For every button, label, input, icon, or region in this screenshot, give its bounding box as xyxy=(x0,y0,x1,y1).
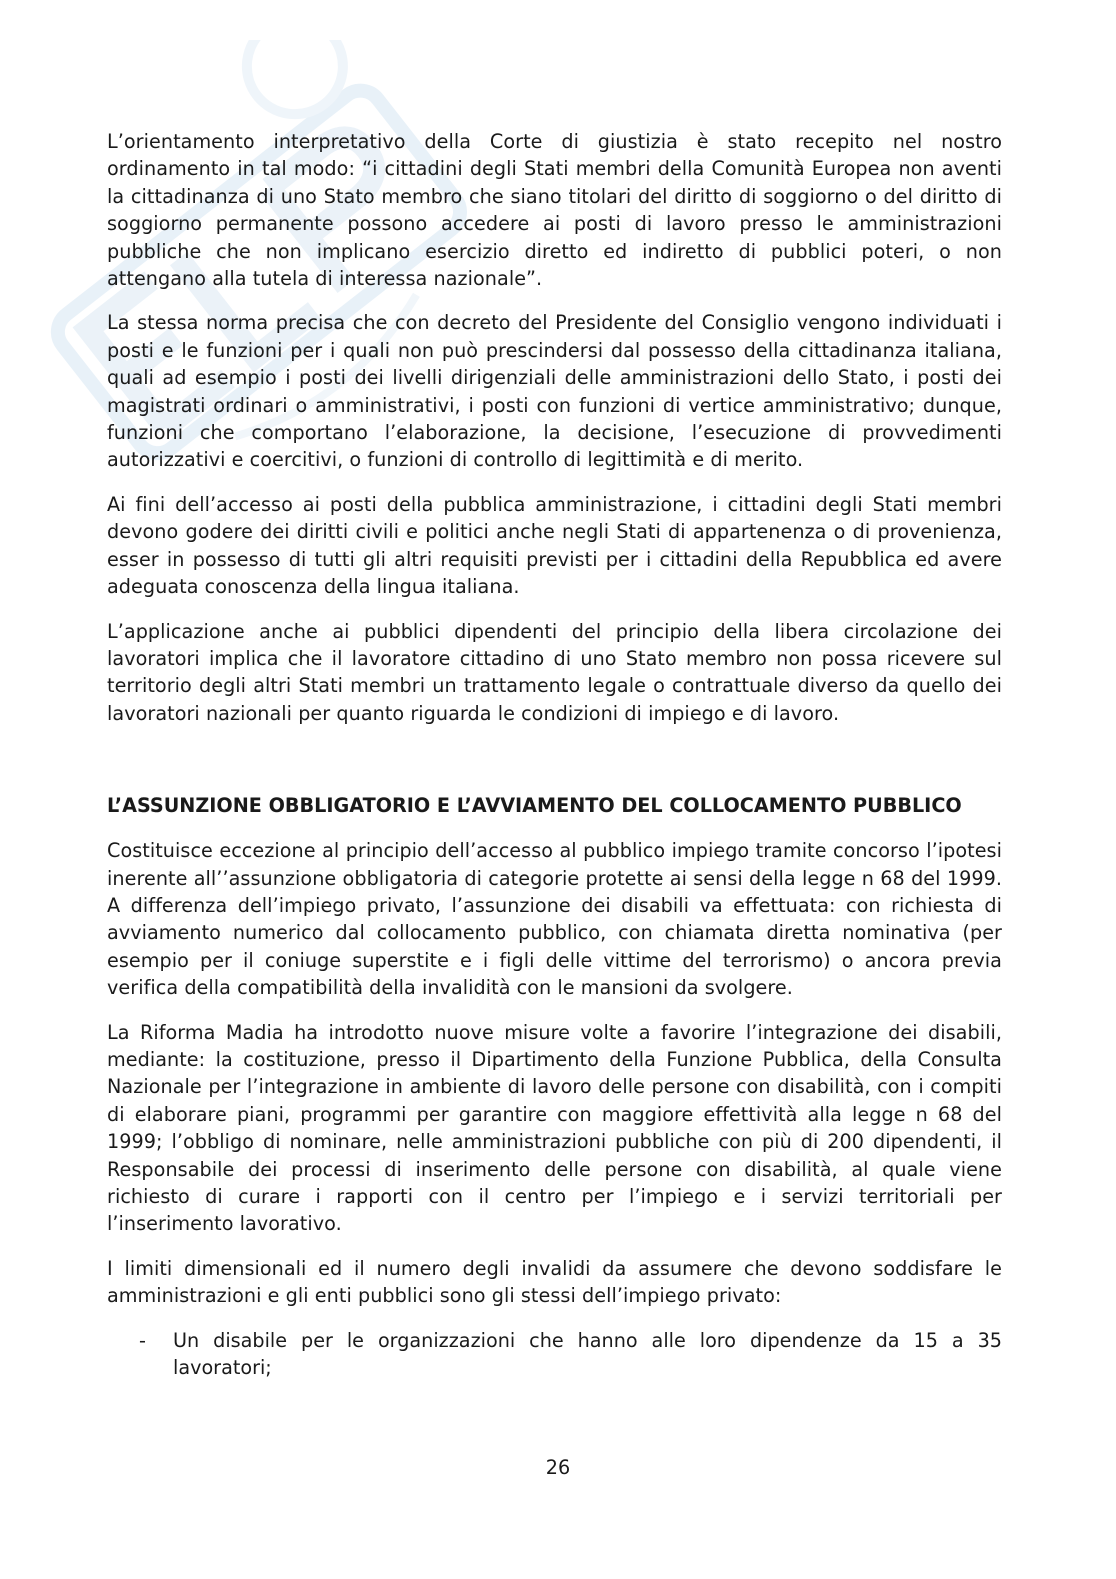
list-dash-marker: - xyxy=(139,1328,146,1352)
paragraph-free-movement: L’applicazione anche ai pubblici dipendenti del principio della libera circolazione dei lavoratori implica che il lavoratore cittadino di uno Stato membro non possa ricevere sul territorio degli altri Stati membri un trattamento legale o contrattuale diverso da quello dei lavoratori nazionali per quanto riguarda le condizioni di impiego e di lavoro. xyxy=(107,619,1002,725)
paragraph-decree-president: La stessa norma precisa che con decreto del Presidente del Consiglio vengono individuati i posti e le funzioni per i quali non può prescindersi dal possesso della cittadinanza italiana, quali ad esempio i posti dei livelli dirigenziali delle amministrazioni dello Stato, i posti dei magistrati ordinari o amministrativi, i posti con funzioni di vertice amministrativo; dunque, funzioni che comportano l’elaborazione, la decisione, l’esecuzione di provvedimenti autorizzativi e coercitivi, o funzioni di controllo di legittimità e di merito. xyxy=(107,311,1002,472)
paragraph-access-requirements: Ai fini dell’accesso ai posti della pubblica amministrazione, i cittadini degli Stati membri devono godere dei diritti civili e politici anche negli Stati di appartenenza o di provenienza, esser in possesso di tutti gli altri requisiti previsti per i cittadini della Repubblica ed avere adeguata conoscenza della lingua italiana. xyxy=(107,492,1002,599)
section-spacer xyxy=(107,744,1002,792)
quota-list xyxy=(107,1327,1002,1382)
list-item xyxy=(107,1327,1002,1382)
list-item-text: Un disabile per le organizzazioni che hanno alle loro dipendenze da 15 a 35 lavoratori; xyxy=(173,1328,1002,1380)
paragraph-madia-reform: La Riforma Madia ha introdotto nuove misure volte a favorire l’integrazione dei disabili, mediante: la costituzione, presso il Dipartimento della Funzione Pubblica, della Consulta Nazionale per l’integrazione in ambiente di lavoro delle persone con disabilità, con i compiti di elaborare piani, programmi per garantire con maggiore effettività alla legge n 68 del 1999; l’obbligo di nominare, nelle amministrazioni pubbliche con più di 200 dipendenti, il Responsabile dei processi di inserimento delle persone con disabilità, al quale viene richiesto di curare i rapporti con il centro per l’impiego e i servizi territoriali per l’inserimento lavorativo. xyxy=(107,1020,1002,1236)
paragraph-dimensional-limits: I limiti dimensionali ed il numero degli invalidi da assumere che devono soddisfare le amministrazioni e gli enti pubblici sono gli stessi dell’impiego privato: xyxy=(107,1256,1002,1308)
paragraph-mandatory-hiring: Costituisce eccezione al principio dell’accesso al pubblico impiego tramite concorso l’ipotesi inerente all’’assunzione obbligatoria di categorie protette ai sensi della legge n 68 del 1999. A differenza dell’impiego privato, l’assunzione dei disabili va effettuata: con richiesta di avviamento numerico dal collocamento pubblico, con chiamata diretta nominativa (per esempio per il coniuge superstite e i figli delle vittime del terrorismo) o ancora previa verifica della compatibilità della invalidità con le mansioni da svolgere. xyxy=(107,839,1002,1000)
page-number: 26 xyxy=(545,1456,571,1479)
section-heading: L’ASSUNZIONE OBBLIGATORIO E L’AVVIAMENTO DEL COLLOCAMENTO PUBBLICO xyxy=(107,794,962,818)
document-body xyxy=(107,128,1002,1381)
paragraph-court-orientation: L’orientamento interpretativo della Corte di giustizia è stato recepito nel nostro ordinamento in tal modo: “i cittadini degli Stati membri della Comunità Europea non aventi la cittadinanza di uno Stato membro che siano titolari del diritto di soggiorno o del diritto di soggiorno permanente possono accedere ai posti di lavoro presso le amministrazioni pubbliche che non implicano esercizio diretto ed indiretto di pubblici poteri, o non attengano alla tutela di interessa nazionale”. xyxy=(107,130,1002,291)
